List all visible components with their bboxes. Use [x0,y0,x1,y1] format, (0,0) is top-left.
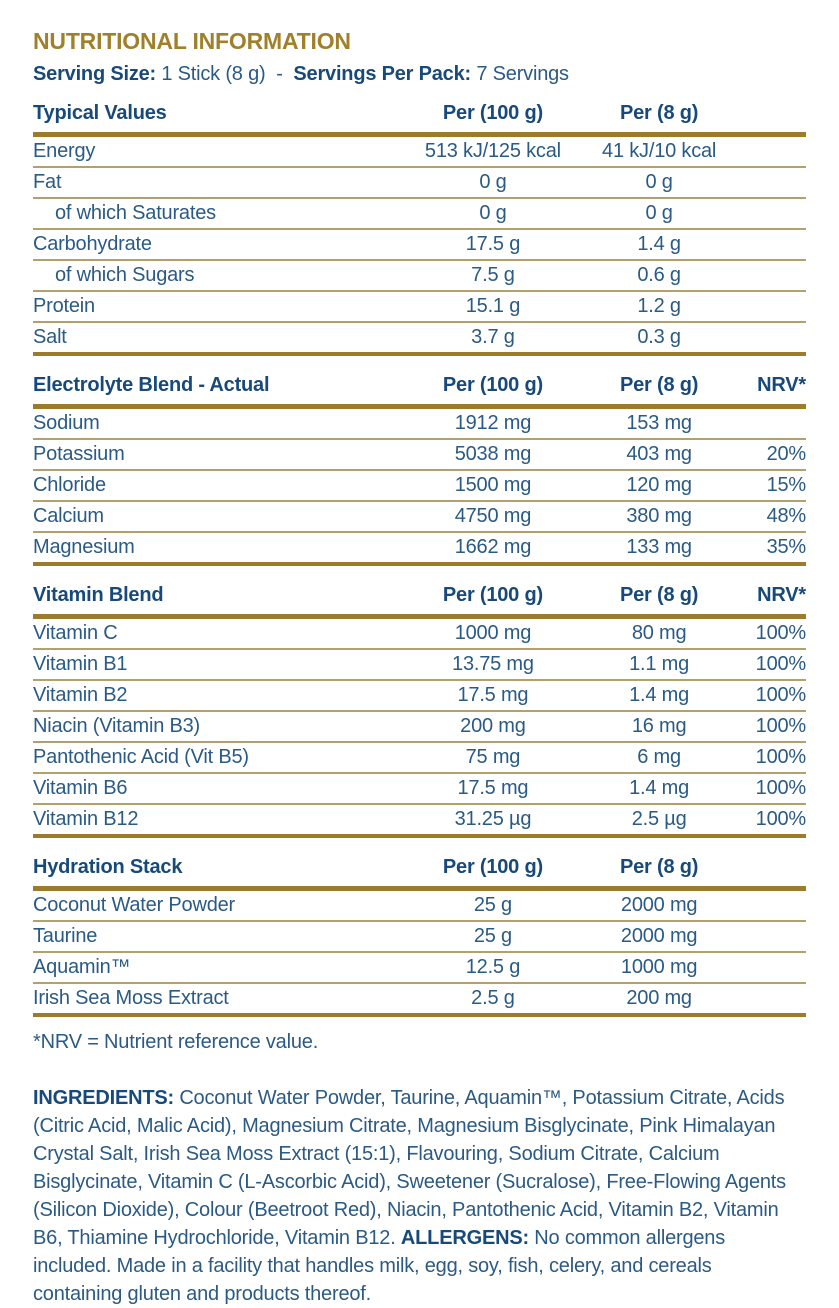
hydration-stack-table [33,852,806,1017]
row-value [729,135,806,168]
table-row [33,439,806,470]
ingredients-text: Coconut Water Powder, Taurine, Aquamin™, Potassium Citrate, Acids (Citric Acid, Malic Acid), Magnesium Citrate, Magnesium Bisglycinate, Pink Himalayan Crystal Salt, Irish Sea Moss Extract (15:1), Flavouring, Sodium Citrate, Calcium Bisglycinate, Vitamin C (L-Ascorbic Acid), Sweetener (Sucralose), Free-Flowing Agents (Silicon Dioxide), Colour (Beetroot Red), Niacin, Pantothenic Acid, Vitamin B2, Vitamin B6, Thiamine Hydrochloride, Vitamin B12. [33,1087,786,1249]
table-row [33,773,806,804]
table-row [33,322,806,354]
row-value: 4750 mg [396,501,589,532]
row-value: 12.5 g [396,952,589,983]
table-header-row [33,370,806,407]
row-value: 15.1 g [396,291,589,322]
row-label: Vitamin C [33,617,396,650]
table-header-row [33,98,806,135]
table-body [33,135,806,355]
table-row [33,921,806,952]
row-value: 17.5 mg [396,680,589,711]
row-label: Vitamin B1 [33,649,396,680]
table-body [33,889,806,1016]
row-value: 17.5 g [396,229,589,260]
row-value: 513 kJ/125 kcal [396,135,589,168]
table-row [33,742,806,773]
row-value: 100% [729,617,806,650]
table-row [33,260,806,291]
row-label: Calcium [33,501,396,532]
row-label: Sodium [33,407,396,440]
row-value: 403 mg [590,439,729,470]
row-value: 80 mg [590,617,729,650]
row-value: 100% [729,680,806,711]
servings-per-pack-label: Servings Per Pack: [293,63,471,85]
column-header-nrv: NRV* [729,580,806,617]
row-label: Potassium [33,439,396,470]
row-value: 200 mg [590,983,729,1015]
row-label: Coconut Water Powder [33,889,396,922]
row-value: 0 g [396,198,589,229]
row-label: Carbohydrate [33,229,396,260]
table-row [33,198,806,229]
row-value: 41 kJ/10 kcal [590,135,729,168]
row-value: 0 g [590,167,729,198]
electrolyte-blend-table [33,370,806,566]
row-value: 1.4 g [590,229,729,260]
column-header-per-8g: Per (8 g) [590,852,729,889]
column-header-electrolyte-blend: Electrolyte Blend - Actual [33,370,396,407]
table-row [33,711,806,742]
column-header-per-100g: Per (100 g) [396,580,589,617]
table-header-row [33,852,806,889]
row-value: 16 mg [590,711,729,742]
row-value [729,983,806,1015]
column-header-typical-values: Typical Values [33,98,396,135]
serving-size-label: Serving Size: [33,63,156,85]
row-label: Niacin (Vitamin B3) [33,711,396,742]
row-value: 6 mg [590,742,729,773]
row-value [729,921,806,952]
row-value: 1912 mg [396,407,589,440]
row-value [729,889,806,922]
column-header-per-8g: Per (8 g) [590,98,729,135]
ingredients-label: INGREDIENTS: [33,1087,174,1109]
table-row [33,649,806,680]
row-value: 75 mg [396,742,589,773]
row-value: 7.5 g [396,260,589,291]
row-value: 3.7 g [396,322,589,354]
row-value: 1662 mg [396,532,589,564]
column-header-per-8g: Per (8 g) [590,580,729,617]
row-value: 100% [729,804,806,836]
row-value: 100% [729,649,806,680]
table-row [33,167,806,198]
table-row [33,617,806,650]
row-value: 15% [729,470,806,501]
ingredients-paragraph [33,1084,806,1308]
row-value: 5038 mg [396,439,589,470]
table-row [33,804,806,836]
row-value: 1.2 g [590,291,729,322]
table-row [33,532,806,564]
row-label: Chloride [33,470,396,501]
row-value: 25 g [396,889,589,922]
row-value: 100% [729,711,806,742]
page-title: NUTRITIONAL INFORMATION [33,28,351,54]
row-label: Fat [33,167,396,198]
column-header-per-100g: Per (100 g) [396,370,589,407]
row-value: 25 g [396,921,589,952]
servings-per-pack-value: 7 Servings [476,63,569,85]
column-header-per-100g: Per (100 g) [396,852,589,889]
table-header-row [33,580,806,617]
column-header-blank [729,98,806,135]
column-header-per-100g: Per (100 g) [396,98,589,135]
row-label: of which Sugars [33,260,396,291]
column-header-vitamin-blend: Vitamin Blend [33,580,396,617]
row-label: Energy [33,135,396,168]
row-value: 31.25 µg [396,804,589,836]
row-label: Vitamin B6 [33,773,396,804]
row-value: 153 mg [590,407,729,440]
column-header-per-8g: Per (8 g) [590,370,729,407]
row-value: 48% [729,501,806,532]
table-row [33,291,806,322]
row-label: Salt [33,322,396,354]
table-row [33,983,806,1015]
row-value [729,167,806,198]
serving-line [33,63,806,86]
row-label: Taurine [33,921,396,952]
row-value: 2000 mg [590,921,729,952]
allergens-text: No common allergens included. Made in a facility that handles milk, egg, soy, fish, celery, and cereals containing gluten and products thereof. [33,1227,726,1305]
row-value: 1.4 mg [590,680,729,711]
serving-size-value: 1 Stick (8 g) [161,63,266,85]
column-header-hydration-stack: Hydration Stack [33,852,396,889]
column-header-nrv: NRV* [729,370,806,407]
row-value: 35% [729,532,806,564]
row-value: 20% [729,439,806,470]
table-body [33,617,806,837]
row-value [729,322,806,354]
table-row [33,501,806,532]
row-value: 133 mg [590,532,729,564]
row-value: 100% [729,742,806,773]
serving-separator: - [276,63,283,85]
row-value: 13.75 mg [396,649,589,680]
row-value: 0 g [590,198,729,229]
row-value: 120 mg [590,470,729,501]
row-label: of which Saturates [33,198,396,229]
row-value: 2000 mg [590,889,729,922]
vitamin-blend-table [33,580,806,838]
row-value: 100% [729,773,806,804]
table-row [33,952,806,983]
row-value [729,229,806,260]
row-value [729,952,806,983]
table-row [33,135,806,168]
row-value: 2.5 g [396,983,589,1015]
row-value: 0.3 g [590,322,729,354]
row-value: 0.6 g [590,260,729,291]
column-header-blank [729,852,806,889]
row-value: 1000 mg [396,617,589,650]
nrv-footnote: *NRV = Nutrient reference value. [33,1031,319,1053]
table-row [33,470,806,501]
row-label: Vitamin B12 [33,804,396,836]
row-value: 2.5 µg [590,804,729,836]
row-value [729,260,806,291]
typical-values-table [33,98,806,356]
table-row [33,680,806,711]
row-label: Magnesium [33,532,396,564]
row-value: 17.5 mg [396,773,589,804]
table-row [33,229,806,260]
table-row [33,889,806,922]
row-value: 1500 mg [396,470,589,501]
row-value: 380 mg [590,501,729,532]
row-value [729,198,806,229]
row-label: Irish Sea Moss Extract [33,983,396,1015]
table-body [33,407,806,565]
row-value [729,407,806,440]
allergens-label: ALLERGENS: [400,1227,529,1249]
row-label: Protein [33,291,396,322]
row-label: Aquamin™ [33,952,396,983]
row-label: Vitamin B2 [33,680,396,711]
table-row [33,407,806,440]
row-value: 1000 mg [590,952,729,983]
row-label: Pantothenic Acid (Vit B5) [33,742,396,773]
row-value [729,291,806,322]
row-value: 1.4 mg [590,773,729,804]
row-value: 200 mg [396,711,589,742]
row-value: 1.1 mg [590,649,729,680]
row-value: 0 g [396,167,589,198]
